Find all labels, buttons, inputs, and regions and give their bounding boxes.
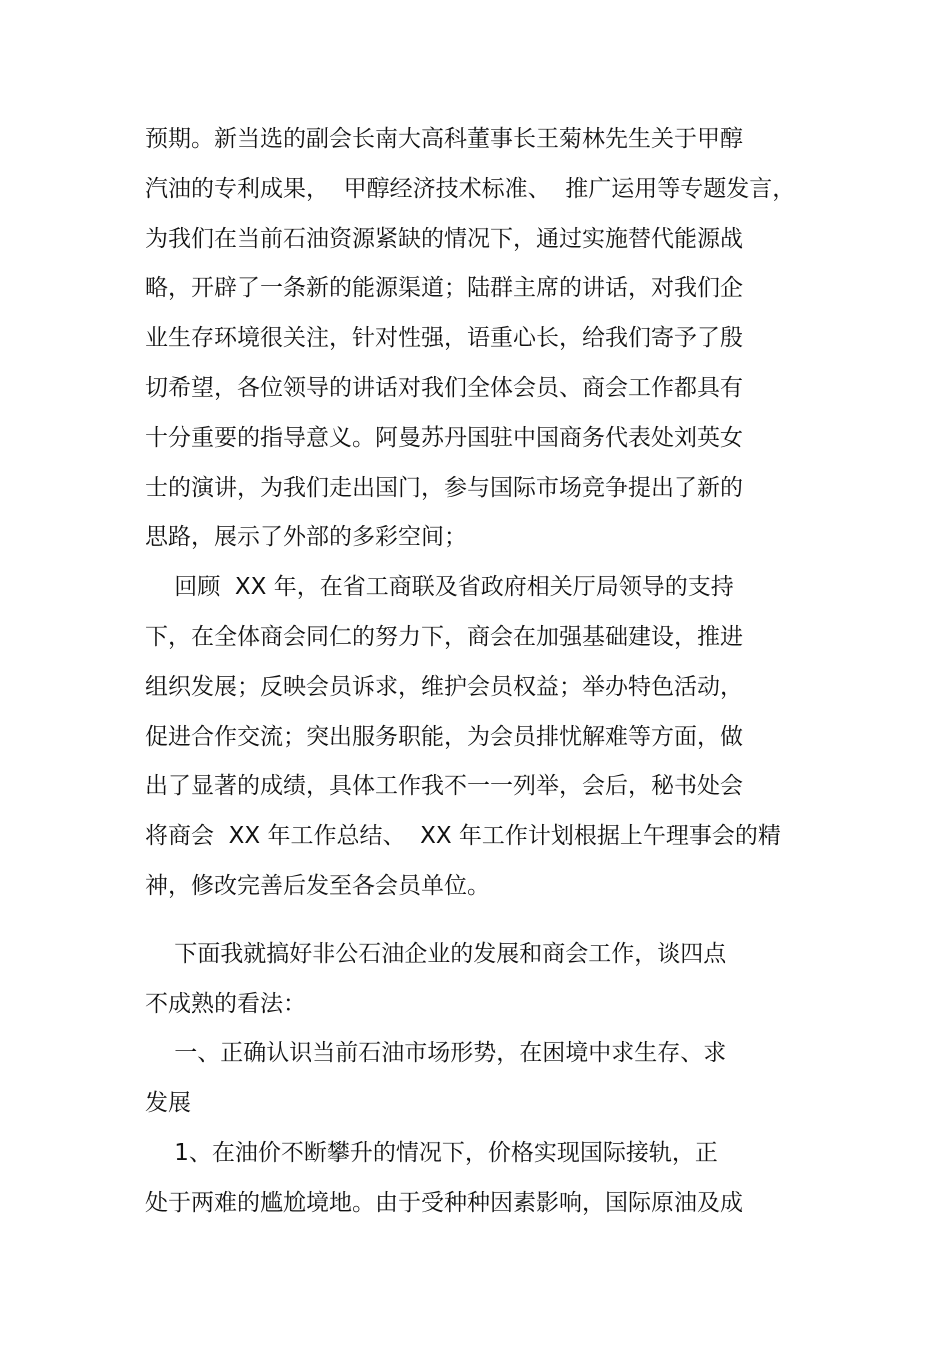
text-line: 回顾 XX 年，在省工商联及省政府相关厅局领导的支持 (145, 574, 734, 601)
text-line: 十分重要的指导意义。阿曼苏丹国驻中国商务代表处刘英女 (145, 424, 743, 451)
text-line: 思路，展示了外部的多彩空间； (145, 524, 467, 551)
text-line: 出了显著的成绩，具体工作我不一一列举，会后，秘书处会 (145, 773, 743, 800)
text-line: 处于两难的尴尬境地。由于受种种因素影响，国际原油及成 (145, 1189, 743, 1216)
document-body (145, 122, 795, 1236)
text-line: 业生存环境很关注，针对性强，语重心长，给我们寄予了殷 (145, 325, 743, 352)
text-line: 士的演讲，为我们走出国门，参与国际市场竞争提出了新的 (145, 474, 743, 501)
text-line: 神，修改完善后发至各会员单位。 (145, 872, 490, 899)
text-line: 将商会 XX 年工作总结、 XX 年工作计划根据上午理事会的精 (145, 823, 781, 850)
text-line: 促进合作交流；突出服务职能，为会员排忧解难等方面，做 (145, 723, 743, 750)
paragraph-gap (145, 919, 795, 937)
text-line: 下，在全体商会同仁的努力下，商会在加强基础建设，推进 (145, 623, 743, 650)
text-line: 组织发展；反映会员诉求，维护会员权益；举办特色活动， (145, 673, 743, 700)
text-line: 切希望，各位领导的讲话对我们全体会员、商会工作都具有 (145, 374, 743, 401)
text-line: 1、在油价不断攀升的情况下，价格实现国际接轨，正 (145, 1139, 718, 1166)
text-line: 下面我就搞好非公石油企业的发展和商会工作，谈四点 (145, 940, 727, 967)
text-line: 发展 (145, 1090, 191, 1117)
text-line: 汽油的专利成果， 甲醇经济技术标准、 推广运用等专题发言， (145, 175, 796, 202)
text-line: 预期。新当选的副会长南大高科董事长王菊林先生关于甲醇 (145, 126, 743, 152)
text-line: 一、正确认识当前石油市场形势，在困境中求生存、求 (145, 1040, 727, 1067)
text-line: 略，开辟了一条新的能源渠道；陆群主席的讲话，对我们企 (145, 275, 743, 302)
text-line: 不成熟的看法： (145, 990, 306, 1017)
text-line: 为我们在当前石油资源紧缺的情况下，通过实施替代能源战 (145, 225, 743, 252)
